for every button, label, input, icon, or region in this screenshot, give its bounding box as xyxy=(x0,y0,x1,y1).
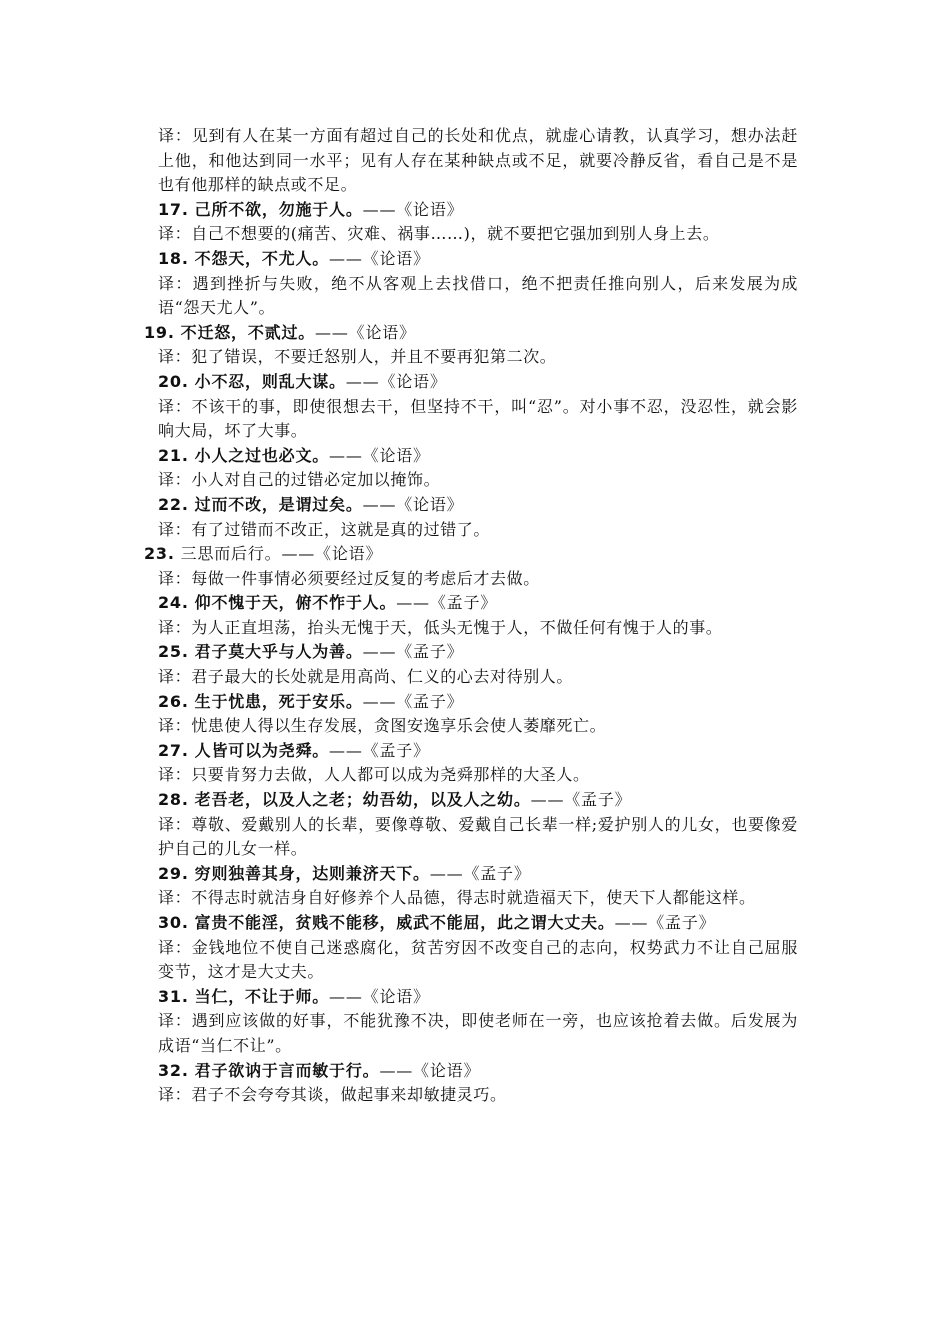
entry-number: 30. xyxy=(158,913,189,932)
entry-heading xyxy=(158,1059,798,1084)
entry-translation: 译：有了过错而不改正，这就是真的过错了。 xyxy=(158,519,491,539)
entry-number: 29. xyxy=(158,863,189,883)
intro-translation: 译：见到有人在某一方面有超过自己的长处和优点，就虚心请教，认真学习，想办法赶上他，和他达到同一水平；见有人存在某种缺点或不足，就要冷静反省，看自己是不是也有他那样的缺点或不足。 xyxy=(158,126,798,195)
entry-quote: 过而不改，是谓过矣。 xyxy=(194,494,363,514)
entry-source: ——《孟子》 xyxy=(362,691,464,711)
entry-source: ——《论语》 xyxy=(315,322,416,342)
entry-number: 19. xyxy=(144,322,175,342)
entry-quote: 人皆可以为尧舜。 xyxy=(194,740,330,760)
entry-translation: 译：小人对自己的过错必定加以掩饰。 xyxy=(158,470,441,490)
entry-number: 31. xyxy=(158,986,189,1006)
entry-translation: 译：君子不会夸夸其谈，做起事来却敏捷灵巧。 xyxy=(158,1085,507,1105)
entry-translation: 译：自己不想要的(痛苦、灾难、祸事……)，就不要把它强加到别人身上去。 xyxy=(158,224,720,244)
entry-number: 24. xyxy=(158,593,189,613)
entry-number: 27. xyxy=(158,740,189,760)
entry-quote: 君子莫大乎与人为善。 xyxy=(194,642,363,662)
entry-source: ——《论语》 xyxy=(379,1060,481,1080)
entry-quote: 生于忧患，死于安乐。 xyxy=(194,691,363,711)
entry-heading xyxy=(158,911,798,936)
entry-heading xyxy=(158,788,798,813)
entry-heading xyxy=(158,862,798,887)
entry-number: 25. xyxy=(158,642,189,662)
entry-quote: 君子欲讷于言而敏于行。 xyxy=(194,1060,380,1080)
entry-translation: 译：不该干的事，即使很想去干，但坚持不干，叫“忍”。对小事不忍，没忍性，就会影响大局，坏了大事。 xyxy=(158,396,798,441)
entry-source: ——《论语》 xyxy=(329,248,430,268)
entry-translation: 译：犯了错误，不要迁怒别人，并且不要再犯第二次。 xyxy=(158,347,557,367)
entry-number: 22. xyxy=(158,494,189,514)
entry-quote: 不迁怒，不贰过。 xyxy=(180,322,316,342)
entry-translation: 译：遇到挫折与失败，绝不从客观上去找借口，绝不把责任推向别人，后来发展为成语“怨天尤人”。 xyxy=(158,273,798,318)
entry-heading xyxy=(144,542,798,567)
entry-quote: 仰不愧于天，俯不怍于人。 xyxy=(194,593,397,613)
entry-heading xyxy=(158,493,798,518)
entry-source: ——《论语》 xyxy=(362,199,464,219)
entry-translation: 译：尊敬、爱戴别人的长辈，要像尊敬、爱戴自己长辈一样;爱护别人的儿女，也要像爱护自己的儿女一样。 xyxy=(158,814,798,859)
entry-quote: 三思而后行。 xyxy=(180,544,282,564)
entry-source: ——《论语》 xyxy=(281,544,383,564)
entry-number: 17. xyxy=(158,199,189,219)
entry-source: ——《孟子》 xyxy=(329,740,430,760)
entry-heading xyxy=(158,198,798,223)
entry-quote: 老吾老，以及人之老；幼吾幼，以及人之幼。 xyxy=(194,790,531,810)
entry-heading xyxy=(158,444,798,469)
entry-heading xyxy=(158,247,798,272)
entry-source: ——《孟子》 xyxy=(530,790,632,810)
entry-number: 28. xyxy=(158,790,189,810)
entry-translation: 译：每做一件事情必须要经过反复的考虑后才去做。 xyxy=(158,568,540,588)
entry-heading xyxy=(158,739,798,764)
entry-source: ——《孟子》 xyxy=(362,642,464,662)
entry-translation: 译：遇到应该做的好事，不能犹豫不决，即使老师在一旁，也应该抢着去做。后发展为成语“当仁不让”。 xyxy=(158,1011,798,1055)
entry-translation: 译：为人正直坦荡，抬头无愧于天，低头无愧于人，不做任何有愧于人的事。 xyxy=(158,617,723,637)
entry-source: ——《论语》 xyxy=(329,445,430,465)
entry-number: 23. xyxy=(144,544,175,564)
entry-quote: 穷则独善其身，达则兼济天下。 xyxy=(194,863,430,883)
entry-number: 18. xyxy=(158,248,189,268)
entry-quote: 不怨天，不尤人。 xyxy=(194,248,330,268)
entry-source: ——《论语》 xyxy=(362,494,464,514)
entry-quote: 小人之过也必文。 xyxy=(194,445,330,465)
entry-number: 21. xyxy=(158,445,189,465)
entry-source: ——《论语》 xyxy=(345,371,447,391)
entry-heading xyxy=(158,640,798,665)
entry-quote: 小不忍，则乱大谋。 xyxy=(194,371,346,391)
entry-number: 26. xyxy=(158,691,189,711)
entry-source: ——《孟子》 xyxy=(396,593,498,613)
entry-source: ——《孟子》 xyxy=(429,863,531,883)
entry-heading xyxy=(158,690,798,715)
entry-quote: 己所不欲，勿施于人。 xyxy=(194,199,363,219)
entry-translation: 译：金钱地位不使自己迷惑腐化，贫苦穷因不改变自己的志向，权势武力不让自己屈服变节，这才是大丈夫。 xyxy=(158,937,798,982)
entry-source: ——《论语》 xyxy=(329,986,430,1006)
entry-heading xyxy=(158,370,798,395)
entry-number: 20. xyxy=(158,371,189,391)
entry-quote: 当仁，不让于师。 xyxy=(194,986,330,1006)
entry-quote: 富贵不能淫，贫贱不能移，威武不能屈，此之谓大丈夫。 xyxy=(194,913,615,932)
entry-heading xyxy=(158,591,798,616)
document-body xyxy=(144,124,798,1108)
entry-translation: 译：忧患使人得以生存发展，贪图安逸享乐会使人萎靡死亡。 xyxy=(158,716,607,736)
entry-translation: 译：只要肯努力去做，人人都可以成为尧舜那样的大圣人。 xyxy=(158,765,590,785)
entry-heading xyxy=(144,321,798,346)
entry-translation: 译：不得志时就洁身自好修养个人品德，得志时就造福天下，使天下人都能这样。 xyxy=(158,888,756,908)
entry-source: ——《孟子》 xyxy=(614,913,716,932)
entry-translation: 译：君子最大的长处就是用高尚、仁义的心去对待别人。 xyxy=(158,667,574,687)
entry-heading xyxy=(158,985,798,1010)
entry-number: 32. xyxy=(158,1060,189,1080)
